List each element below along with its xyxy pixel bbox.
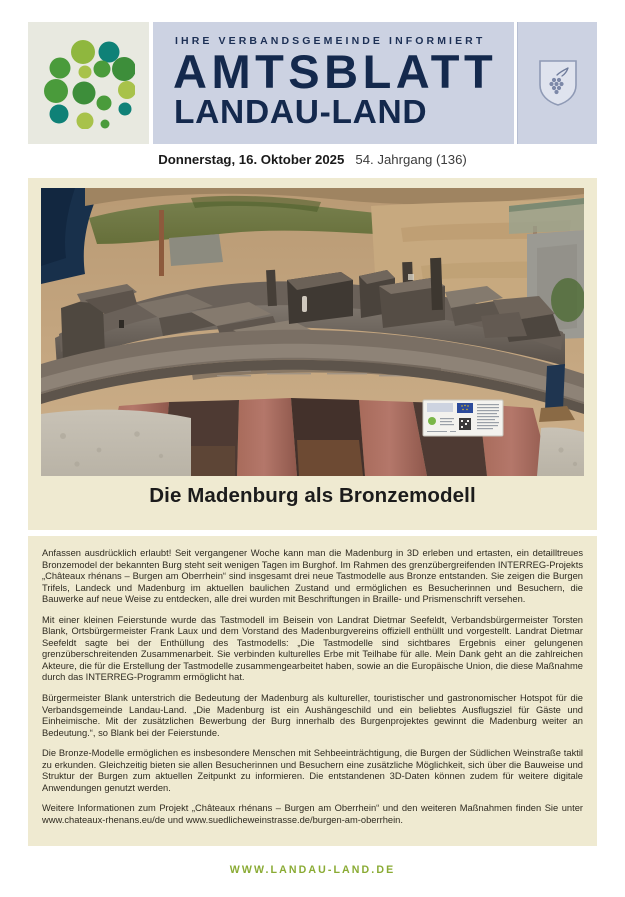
bronze-model-photograph bbox=[41, 188, 584, 476]
article-body bbox=[42, 548, 583, 826]
page-subtitle: LANDAU-LAND bbox=[174, 94, 428, 131]
dateline bbox=[0, 152, 625, 167]
grape-dots-logo-icon bbox=[43, 37, 135, 129]
article-paragraph: Bürgermeister Blank unterstrich die Bedeutung der Madenburg als kultureller, touristischer und gastronomischer Hotspot für die Verbandsgemeinde Landau-Land. „Die Madenburg ist ein Aushängeschild und ein beliebtes Ausflugsziel für Gäste und Einheimische. Mit der zusätzlichen Bewerbung der Burg innerhalb des Burgenprojektes gewinnt die Madenburg weiter an Bedeutung.“, so Blank bei der Feierstunde. bbox=[42, 693, 583, 738]
dateline-date: Donnerstag, 16. Oktober 2025 bbox=[158, 152, 345, 167]
title-panel bbox=[153, 22, 514, 144]
masthead bbox=[28, 22, 597, 144]
coat-of-arms-shield-grapes-icon bbox=[538, 59, 578, 107]
lead-story-photo bbox=[41, 188, 584, 476]
lead-story-text-panel bbox=[28, 536, 597, 846]
lead-story-photo-panel bbox=[28, 178, 597, 530]
logo-panel bbox=[28, 22, 149, 144]
dateline-volume: 54. Jahrgang (136) bbox=[355, 152, 467, 167]
article-paragraph: Die Bronze-Modelle ermöglichen es insbesondere Menschen mit Sehbeeinträchtigung, die Burgen der Südlichen Weinstraße taktil zu erkunden. Gleichzeitig bieten sie allen Besucherinnen und Besuchern eine zusätzliche Möglichkeit, sich über die Bauweise und Struktur der Burgen zum aktuellen Zeitpunkt zu informieren. Die entstandenen 3D-Daten können zudem für weitere digitale Anwendungen genutzt werden. bbox=[42, 748, 583, 793]
page-title: AMTSBLATT bbox=[173, 45, 498, 98]
interreg-info-plaque bbox=[423, 400, 503, 436]
article-paragraph: Anfassen ausdrücklich erlaubt! Seit vergangener Woche kann man die Madenburg in 3D erleben und ertasten, ein detailltreues Bronzemodel der bekannten Burg steht seit wenigen Tagen im Burghof. Im Rahmen des grenzübergreifenden INTERREG-Projekts „Châteaux rhénans – Burgen am Oberrhein“ sind insgesamt drei neue Tastmodelle aus Bronze entstanden. Sie zeigen die Burgen Trifels, Landeck und Madenburg im aktuellen baulichen Zustand und ermöglichen es Besucherinnen und Besuchern, die Bauwerke auf neue Weise zu entdecken, alle drei wurden mit Beschriftungen in Braille- und Prismenschrift versehen. bbox=[42, 548, 583, 605]
article-paragraph: Mit einer kleinen Feierstunde wurde das Tastmodell im Beisein von Landrat Dietmar Seefeldt, Verbandsbürgermeister Torsten Blank, Ortsbürgermeister Frank Laux und dem Vorstand des Madenburgvereins offiziell enthüllt und vorgestellt. Landrat Dietmar Seefeldt sagte bei der Enthüllung des Tastmodells: „Die Tastmodelle sind sichtbares Ergebnis einer gelungenen grenzüberschreitenden Zusammenarbeit. Sie verbinden kulturelles Erbe mit Teilhabe für alle. Mein Dank geht an die zahlreichen Akteure, die für die Erstellung der Tastmodelle zusammengearbeitet haben, sowie an die Europäische Union, die diese Maßnahme durch das INTERREG-Programm ermöglicht hat. bbox=[42, 614, 583, 683]
footer-website-url[interactable]: WWW.LANDAU-LAND.DE bbox=[229, 864, 396, 876]
masthead-kicker: IHRE VERBANDSGEMEINDE INFORMIERT bbox=[175, 35, 486, 47]
article-paragraph: Weitere Informationen zum Projekt „Châteaux rhénans – Burgen am Oberrhein“ und den weiteren Maßnahmen finden Sie unter www.chateaux-rhenans.eu/de und www.suedlicheweinstrasse.de/burgen-am-oberrhein. bbox=[42, 803, 583, 825]
crest-panel bbox=[517, 22, 597, 144]
lead-story-caption: Die Madenburg als Bronzemodell bbox=[149, 484, 476, 507]
